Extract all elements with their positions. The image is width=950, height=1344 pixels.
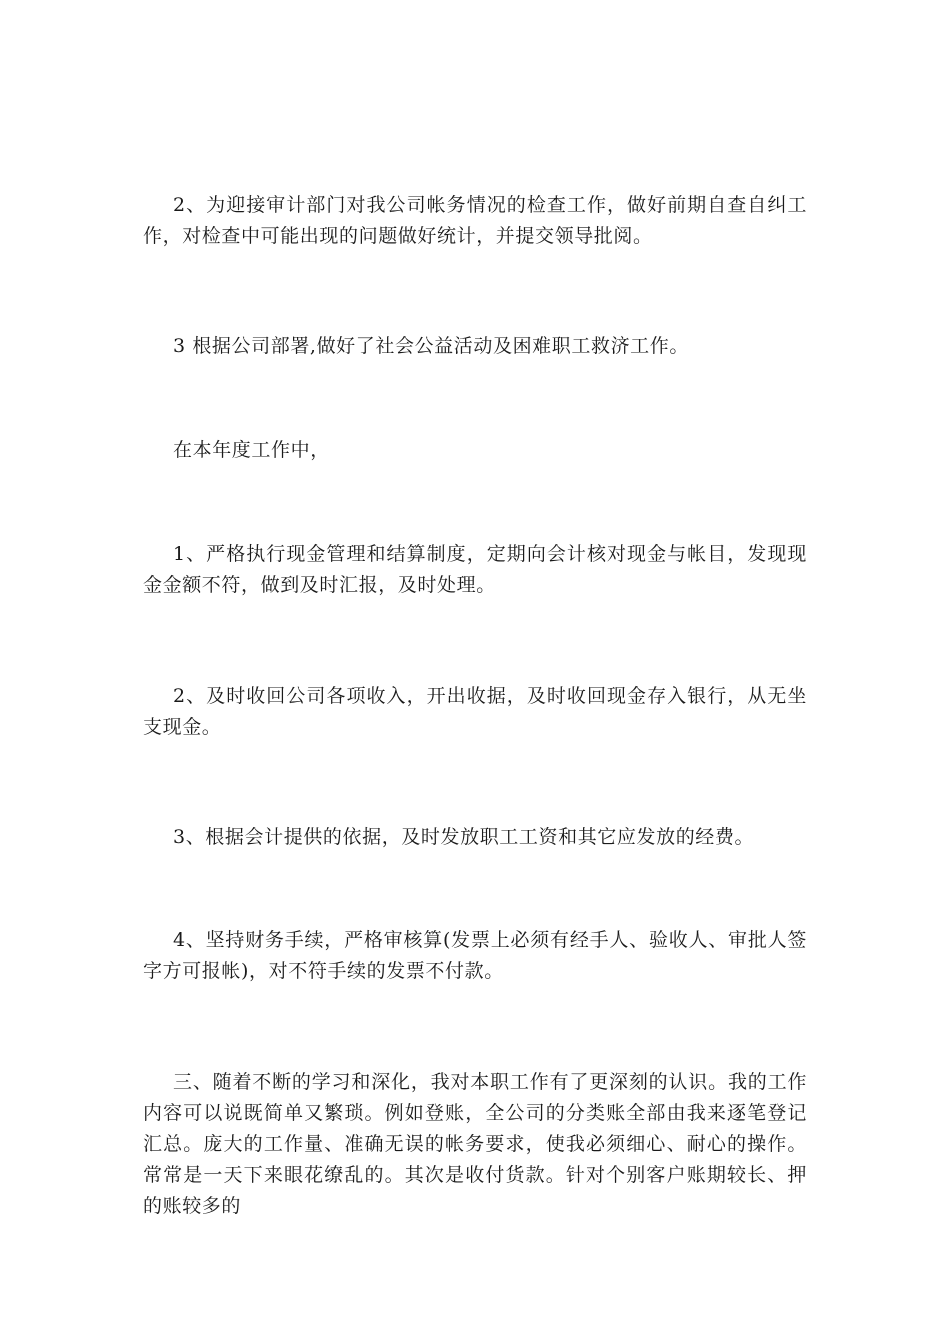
paragraph-annual-work-intro: 在本年度工作中， xyxy=(173,439,330,461)
paragraph-income-collection: 2、及时收回公司各项收入，开出收据，及时收回现金存入银行，从无坐支现金。 xyxy=(143,685,807,738)
paragraph-public-welfare: 3 根据公司部署,做好了社会公益活动及困难职工救济工作。 xyxy=(173,335,689,357)
paragraph-salary-payment: 3、根据会计提供的依据，及时发放职工工资和其它应发放的经费。 xyxy=(173,826,755,848)
paragraph-work-understanding: 三、随着不断的学习和深化，我对本职工作有了更深刻的认识。我的工作内容可以说既简单又繁琐。例如登账，全公司的分类账全部由我来逐笔登记汇总。庞大的工作量、准确无误的帐务要求，使我必须细心、耐心的操作。常常是一天下来眼花缭乱的。其次是收付货款。针对个别客户账期较长、押的账较多的 xyxy=(143,1071,807,1217)
paragraph-audit-prep: 2、为迎接审计部门对我公司帐务情况的检查工作，做好前期自查自纠工作，对检查中可能出现的问题做好统计，并提交领导批阅。 xyxy=(143,194,807,247)
paragraph-financial-procedures: 4、坚持财务手续，严格审核算(发票上必须有经手人、验收人、审批人签字方可报帐)，对不符手续的发票不付款。 xyxy=(143,929,807,982)
paragraph-cash-management: 1、严格执行现金管理和结算制度，定期向会计核对现金与帐目，发现现金金额不符，做到及时汇报，及时处理。 xyxy=(143,543,807,596)
